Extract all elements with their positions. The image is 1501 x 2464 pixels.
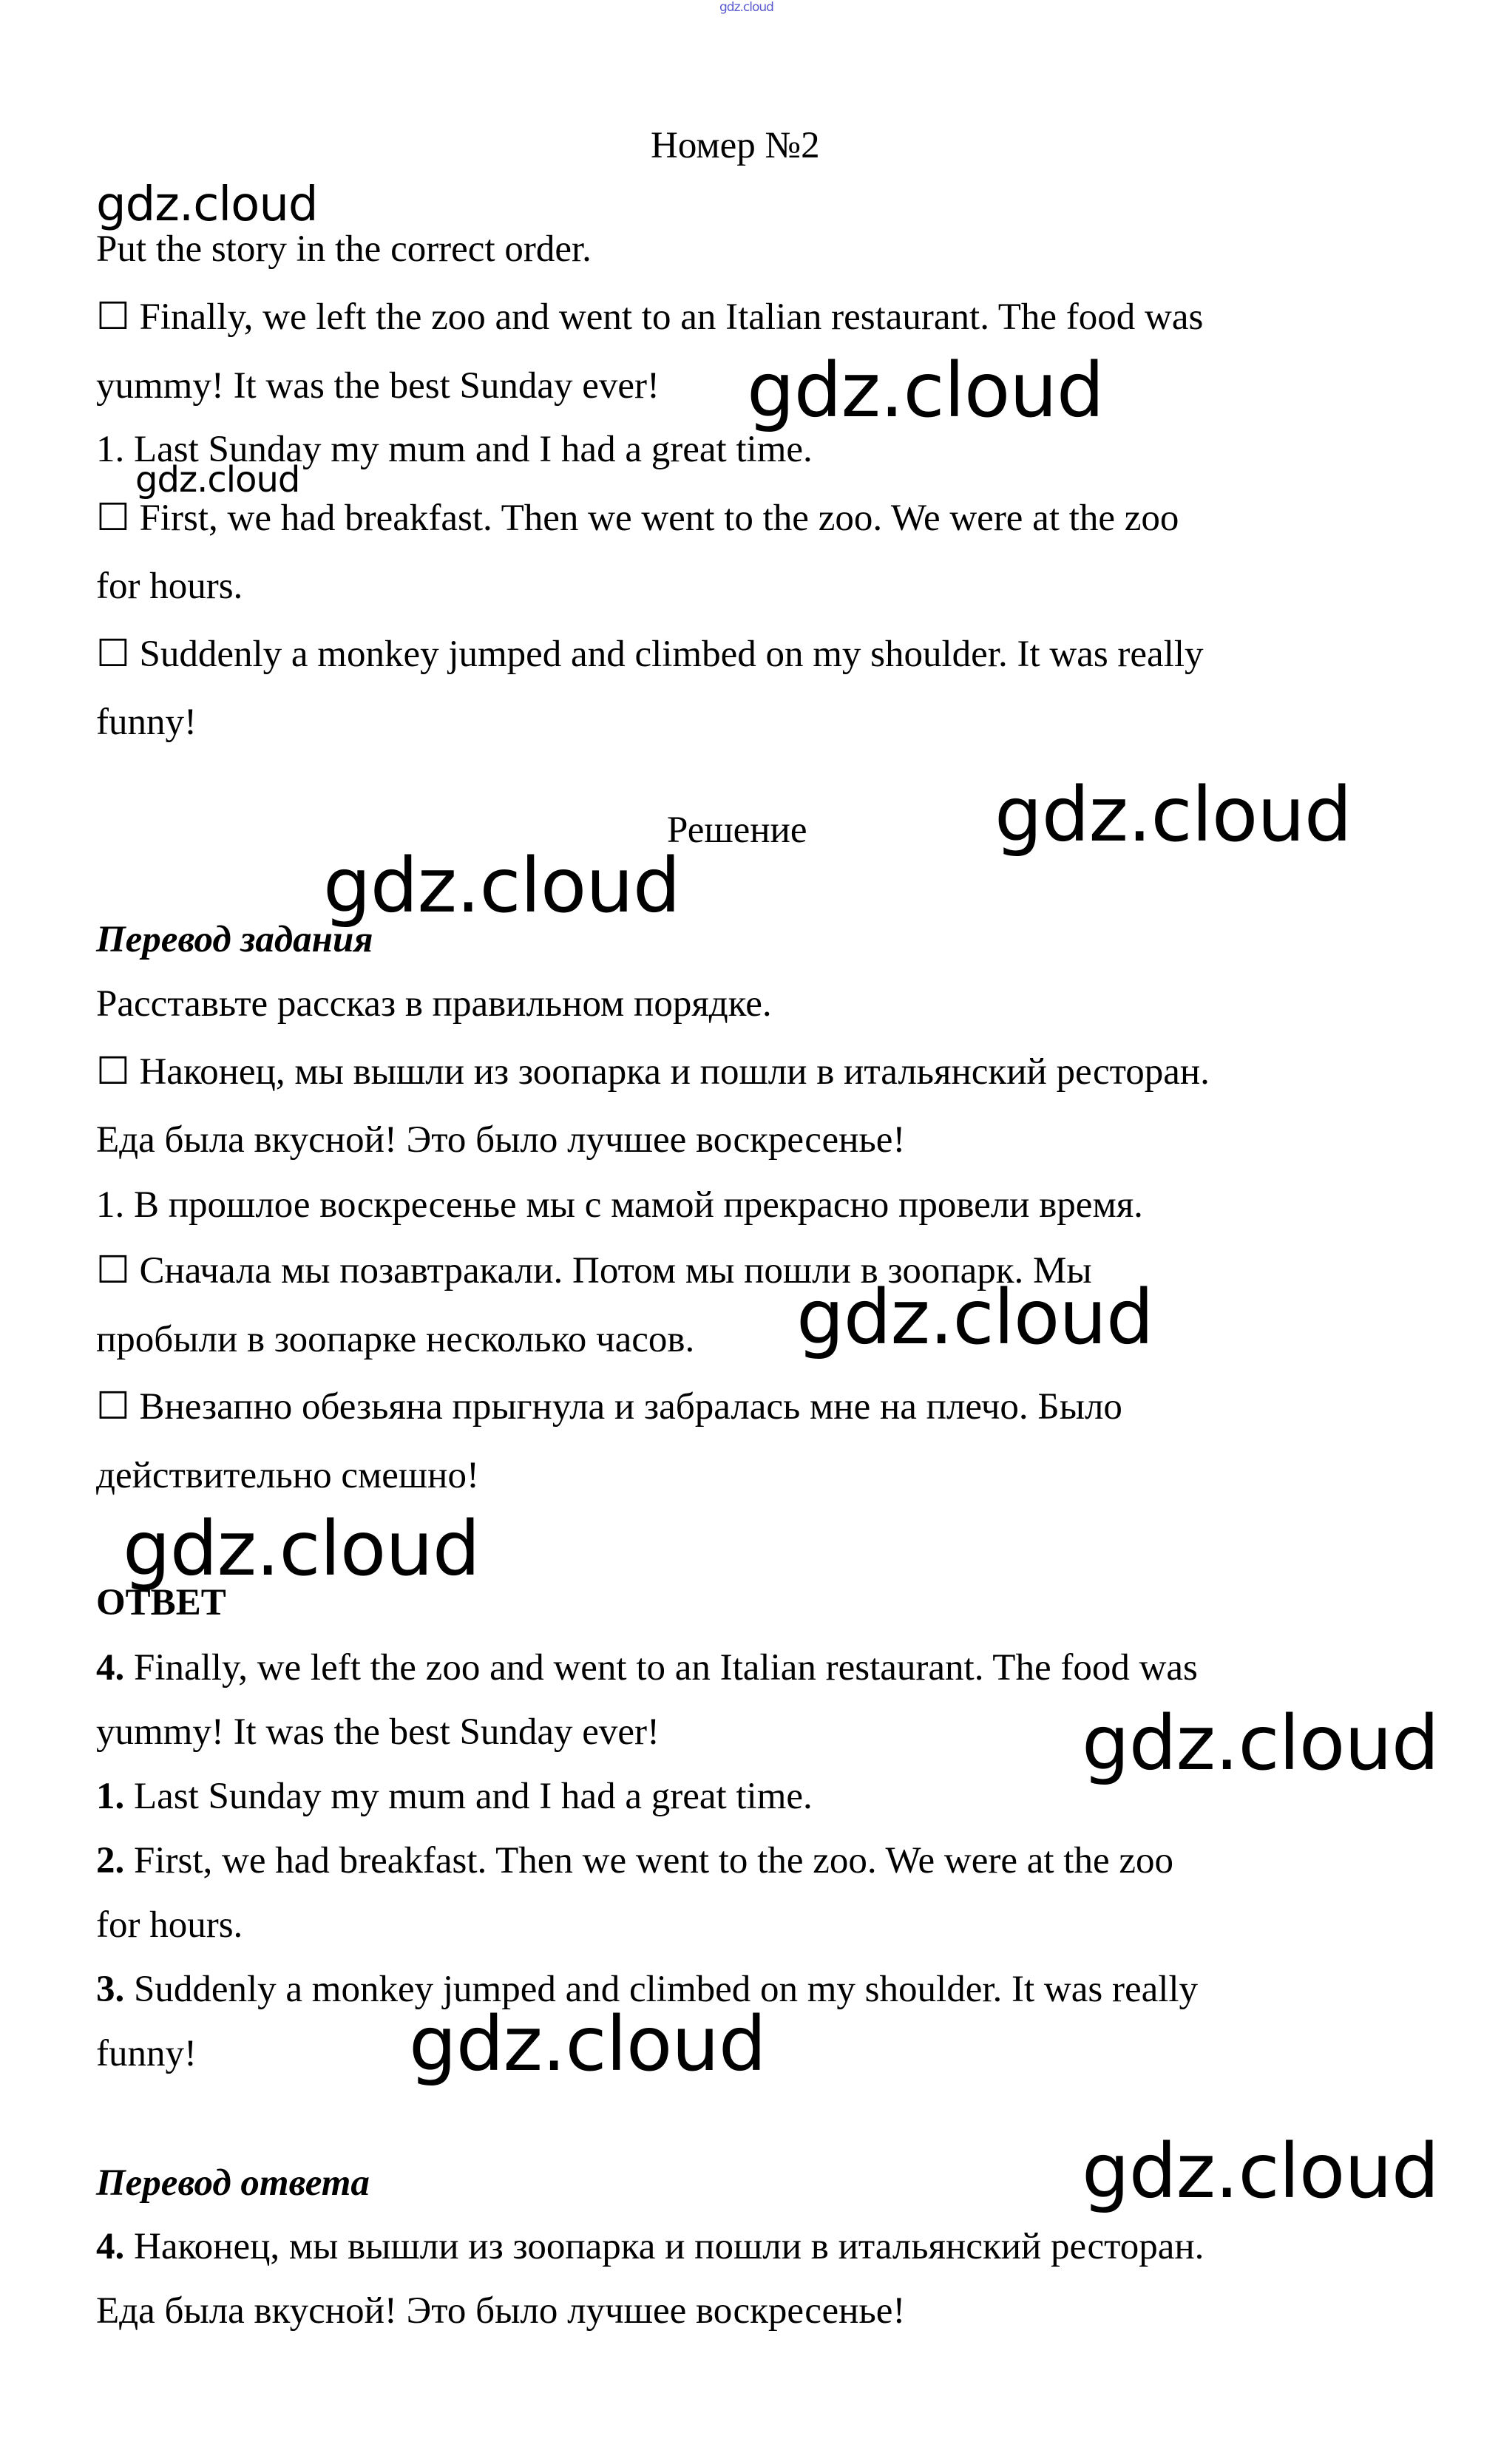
answer-text: Last Sunday my mum and I had a great time. bbox=[134, 1776, 813, 1817]
task-instruction: Put the story in the correct order. bbox=[96, 228, 592, 270]
solution-label: Решение bbox=[667, 810, 807, 851]
task-line: ☐ Finally, we left the zoo and went to an Italian restaurant. The food was bbox=[96, 296, 1204, 338]
answer-number: 3. bbox=[96, 1969, 125, 2010]
task-line: 1. Last Sunday my mum and I had a great time. bbox=[96, 429, 813, 470]
answer-continuation: funny! bbox=[96, 2033, 197, 2074]
translation-line: пробыли в зоопарке несколько часов. bbox=[96, 1319, 695, 1360]
task-line: ☐ First, we had breakfast. Then we went to the zoo. We were at the zoo bbox=[96, 498, 1179, 539]
task-line: funny! bbox=[96, 702, 197, 743]
translation-line: ☐ Внезапно обезьяна прыгнула и забралась мне на плечо. Было bbox=[96, 1386, 1122, 1428]
answer-heading: ОТВЕТ bbox=[96, 1582, 226, 1623]
translation-line: ☐ Наконец, мы вышли из зоопарка и пошли в итальянский ресторан. bbox=[96, 1051, 1210, 1093]
watermark-text: gdz.cloud bbox=[995, 771, 1352, 859]
answer-text: Suddenly a monkey jumped and climbed on my shoulder. It was really bbox=[134, 1969, 1199, 2010]
translation-line: Еда была вкусной! Это было лучшее воскресенье! bbox=[96, 1119, 906, 1161]
translation-answer-heading: Перевод ответа bbox=[96, 2162, 370, 2204]
translation-line: 1. В прошлое воскресенье мы с мамой прекрасно провели время. bbox=[96, 1184, 1143, 1226]
task-line: yummy! It was the best Sunday ever! bbox=[96, 365, 660, 407]
answer-text: Finally, we left the zoo and went to an Italian restaurant. The food was bbox=[134, 1647, 1198, 1689]
answer-number: 1. bbox=[96, 1776, 125, 1817]
answer-number: 4. bbox=[96, 2226, 125, 2267]
answer-item bbox=[96, 1842, 1173, 1880]
watermark-text: gdz.cloud bbox=[135, 459, 300, 500]
watermark-text: gdz.cloud bbox=[1082, 1700, 1439, 1788]
watermark-text: gdz.cloud bbox=[747, 347, 1104, 435]
page-title: Номер №2 bbox=[651, 125, 820, 166]
answer-continuation: for hours. bbox=[96, 1904, 243, 1946]
task-line: for hours. bbox=[96, 566, 243, 607]
watermark-text: gdz.cloud bbox=[323, 842, 680, 930]
answer-item bbox=[96, 1649, 1198, 1687]
top-watermark: gdz.cloud bbox=[719, 0, 773, 15]
answer-number: 2. bbox=[96, 1840, 125, 1881]
translation-answer-item bbox=[96, 2228, 1204, 2266]
translation-line: ☐ Сначала мы позавтракали. Потом мы пошли в зоопарк. Мы bbox=[96, 1250, 1092, 1292]
watermark-text: gdz.cloud bbox=[123, 1505, 480, 1593]
answer-continuation: yummy! It was the best Sunday ever! bbox=[96, 1711, 660, 1753]
watermark-text: gdz.cloud bbox=[796, 1274, 1153, 1362]
translation-line: действительно смешно! bbox=[96, 1455, 479, 1496]
translation-answer-continuation: Еда была вкусной! Это было лучшее воскресенье! bbox=[96, 2290, 906, 2332]
answer-text: Наконец, мы вышли из зоопарка и пошли в итальянский ресторан. bbox=[134, 2226, 1204, 2267]
watermark-text: gdz.cloud bbox=[96, 177, 318, 232]
watermark-text: gdz.cloud bbox=[1082, 2128, 1439, 2216]
translation-line: Расставьте рассказ в правильном порядке. bbox=[96, 983, 772, 1025]
answer-item bbox=[96, 1778, 813, 1816]
watermark-text: gdz.cloud bbox=[409, 2000, 766, 2088]
answer-number: 4. bbox=[96, 1647, 125, 1689]
translation-task-heading: Перевод задания bbox=[96, 919, 373, 960]
answer-text: First, we had breakfast. Then we went to the zoo. We were at the zoo bbox=[134, 1840, 1173, 1881]
task-line: ☐ Suddenly a monkey jumped and climbed on my shoulder. It was really bbox=[96, 634, 1204, 675]
